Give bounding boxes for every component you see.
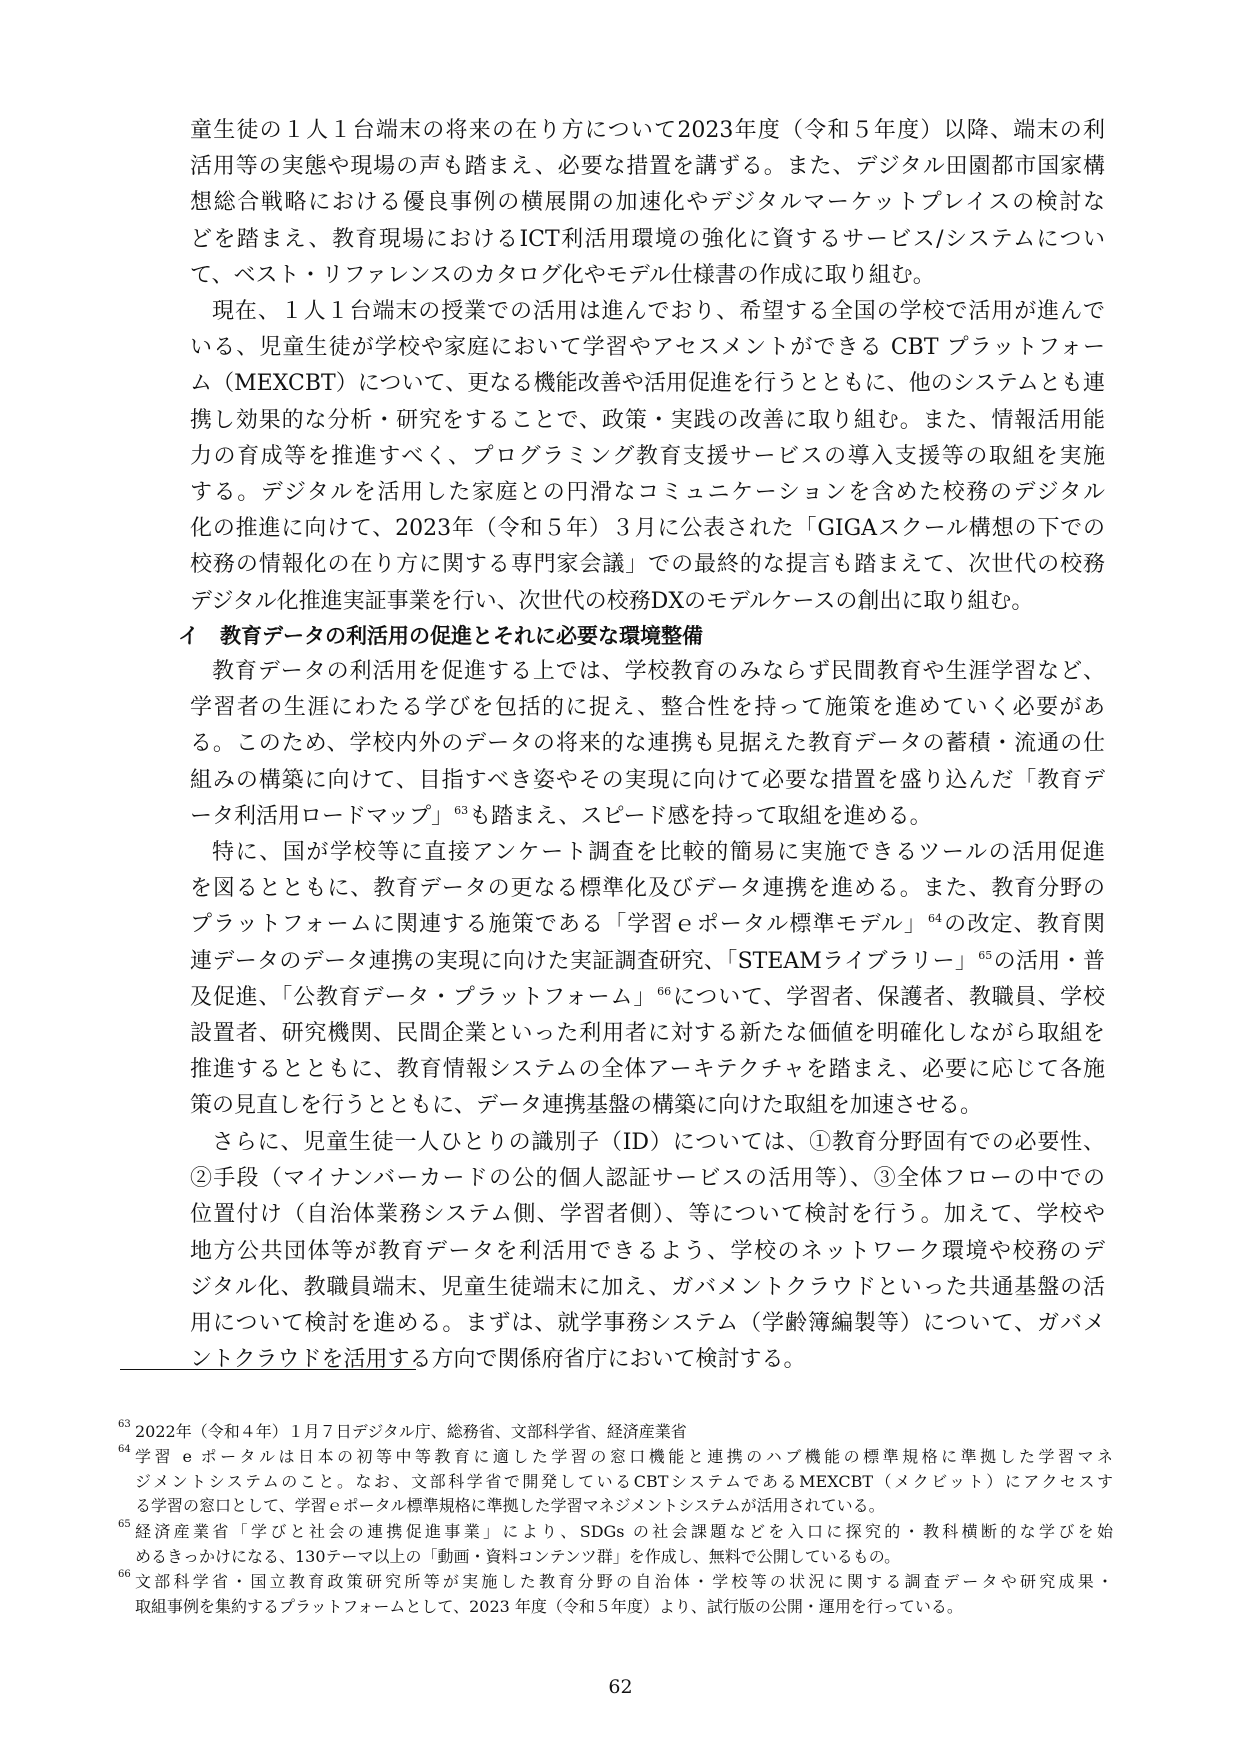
- text-line: 学習者の生涯にわたる学びを包括的に捉え、整合性を持って施策を進めていく必要があ: [190, 695, 1105, 721]
- text-line: 策の見直しを行うとともに、データ連携基盤の構築に向けた取組を加速させる。: [190, 1093, 983, 1119]
- footnote-64: [118, 1445, 1113, 1519]
- footnote-number: 64: [118, 1444, 131, 1455]
- footnote-line: 取組事例を集約するプラットフォームとして、2023 年度（令和５年度）より、試行版の公開・運用を行っている。: [135, 1596, 963, 1616]
- text-line: 力の育成等を推進すべく、プログラミング教育支援サービスの導入支援等の取組を実施: [190, 443, 1105, 469]
- text-line: ジタル化、教職員端末、児童生徒端末に加え、ガバメントクラウドといった共通基盤の活: [190, 1274, 1105, 1300]
- text-line: る。このため、学校内外のデータの将来的な連携も見据えた教育データの蓄積・流通の仕: [190, 731, 1105, 757]
- text-line: て、ベスト・リファレンスのカタログ化やモデル仕様書の作成に取り組む。: [190, 262, 935, 288]
- footnote-line: 65 経済産業省「学びと社会の連携促進事業」により、SDGs の社会課題などを入口に探究的・教科横断的な学びを始: [118, 1519, 1113, 1541]
- footnote-number: 63: [118, 1419, 131, 1430]
- text-line: 及促進、「公教育データ・プラットフォーム」$^{66}$について、学習者、保護者、教職員、学校: [190, 984, 1105, 1010]
- text-line: 位置付け（自治体業務システム側、学習者側）、等について検討を行う。加えて、学校や: [190, 1202, 1105, 1228]
- text-line: ントクラウドを活用する方向で関係府省庁において検討する。: [190, 1347, 806, 1373]
- footnote-line: めるきっかけになる、130テーマ以上の「動画・資料コンテンツ群」を作成し、無料で公開しているもの。: [135, 1546, 901, 1566]
- text-line: 特に、国が学校等に直接アンケート調査を比較的簡易に実施できるツールの活用促進: [212, 840, 1105, 865]
- footnote-number: 65: [118, 1519, 131, 1530]
- text-line: 教育データの利活用を促進する上では、学校教育のみならず民間教育や生涯学習など、: [212, 659, 1105, 684]
- text-line: 用について検討を進める。まずは、就学事務システム（学齢簿編製等）について、ガバメ: [190, 1310, 1105, 1336]
- text-line: ータ利活用ロードマップ」$^{63}$も踏まえ、スピード感を持って取組を進める。: [190, 803, 932, 829]
- text-line: プラットフォームに関連する施策である「学習ｅポータル標準モデル」$^{64}$の改定、教育関: [190, 912, 1105, 938]
- footnote-line: る学習の窓口として、学習ｅポータル標準規格に準拠した学習マネジメントシステムが活用されている。: [135, 1496, 885, 1515]
- text-line: 現在、１人１台端末の授業での活用は進んでおり、希望する全国の学校で活用が進んで: [212, 299, 1105, 324]
- paragraph-continuation: [190, 113, 1105, 294]
- footnote-ref-66: 66: [657, 984, 672, 998]
- footnote-separator: [120, 1369, 416, 1370]
- text-line: を図るとともに、教育データの更なる標準化及びデータ連携を進める。また、教育分野の: [190, 876, 1105, 902]
- text-line: する。デジタルを活用した家庭との円滑なコミュニケーションを含めた校務のデジタル: [190, 479, 1105, 505]
- footnote-ref-63: 63: [454, 803, 469, 817]
- text-line: 化の推進に向けて、2023年（令和５年）３月に公表された「GIGAスクール構想の下での: [190, 516, 1105, 542]
- text-line: 携し効果的な分析・研究をすることで、政策・実践の改善に取り組む。また、情報活用能: [190, 407, 1105, 433]
- text-line: さらに、児童生徒一人ひとりの識別子（ID）については、①教育分野固有での必要性、: [212, 1130, 1105, 1155]
- text-line: 校務の情報化の在り方に関する専門家会議」での最終的な提言も踏まえて、次世代の校務: [190, 552, 1105, 578]
- text-line: 組みの構築に向けて、目指すべき姿やその実現に向けて必要な措置を盛り込んだ「教育デ: [190, 767, 1105, 793]
- footnote-ref-65: 65: [978, 948, 993, 962]
- footnote-line: 63 2022年（令和４年）１月７日デジタル庁、総務省、文部科学省、経済産業省: [118, 1419, 687, 1441]
- text-line: 連データのデータ連携の実現に向けた実証調査研究、「STEAMライブラリー」$^{65}$の活用・普: [190, 948, 1105, 974]
- section-heading: イ 教育データの利活用の促進とそれに必要な環境整備: [178, 624, 703, 648]
- footnote-line: ジメントシステムのこと。なお、文部科学省で開発しているCBTシステムであるMEXCBT（メクビット）にアクセスす: [135, 1471, 1113, 1491]
- text-line: デジタル化推進実証事業を行い、次世代の校務DXのモデルケースの創出に取り組む。: [190, 588, 1034, 614]
- footnote-number: 66: [118, 1569, 131, 1580]
- text-line: 童生徒の１人１台端末の将来の在り方について2023年度（令和５年度）以降、端末の利: [190, 118, 1105, 143]
- paragraph-device-usage: [190, 294, 1105, 620]
- paragraph-identifier: [190, 1125, 1105, 1378]
- text-line: ム（MEXCBT）について、更なる機能改善や活用促進を行うとともに、他のシステムとも連: [190, 371, 1105, 397]
- text-line: 想総合戦略における優良事例の横展開の加速化やデジタルマーケットプレイスの検討な: [190, 190, 1105, 216]
- text-line: いる、児童生徒が学校や家庭において学習やアセスメントができる CBT プラットフォー: [190, 335, 1105, 361]
- footnote-line: 64 学習 e ポータルは日本の初等中等教育に適した学習の窓口機能と連携のハブ機能の標準規格に準拠した学習マネ: [118, 1444, 1113, 1466]
- text-line: 活用等の実態や現場の声も踏まえ、必要な措置を講ずる。また、デジタル田園都市国家構: [190, 154, 1105, 180]
- text-line: 推進するとともに、教育情報システムの全体アーキテクチャを踏まえ、必要に応じて各施: [190, 1057, 1105, 1083]
- text-line: ②手段（マイナンバーカードの公的個人認証サービスの活用等）、③全体フローの中での: [190, 1166, 1105, 1192]
- footnote-63: [118, 1420, 1113, 1445]
- footnote-ref-64: 64: [928, 912, 943, 926]
- footnote-65: [118, 1520, 1113, 1569]
- text-line: 設置者、研究機関、民間企業といった利用者に対する新たな価値を明確化しながら取組を: [190, 1020, 1105, 1046]
- paragraph-standardization: [190, 835, 1105, 1125]
- page-number: 62: [608, 1676, 633, 1698]
- paragraph-education-data: [190, 654, 1105, 835]
- text-line: 地方公共団体等が教育データを利活用できるよう、学校のネットワーク環境や校務のデ: [190, 1238, 1105, 1264]
- text-line: どを踏まえ、教育現場におけるICT利活用環境の強化に資するサービス/システムについ: [190, 226, 1105, 252]
- footnote-66: [118, 1570, 1113, 1619]
- footnote-line: 66 文部科学省・国立教育政策研究所等が実施した教育分野の自治体・学校等の状況に関する調査データや研究成果・: [118, 1569, 1113, 1591]
